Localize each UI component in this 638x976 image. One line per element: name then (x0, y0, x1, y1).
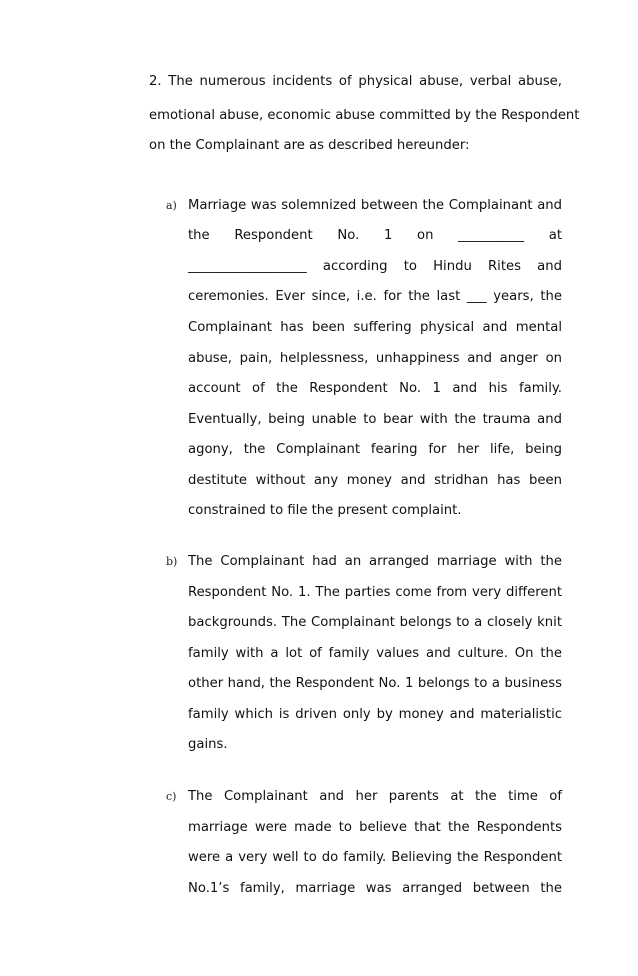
paragraph-line: family which is driven only by money and materialistic (188, 707, 562, 722)
paragraph-line: other hand, the Respondent No. 1 belongs to a business (188, 676, 562, 691)
paragraph-line: account of the Respondent No. 1 and his family. (188, 381, 562, 396)
paragraph-line: were a very well to do family. Believing the Respondent (188, 850, 562, 865)
paragraph-line: Eventually, being unable to bear with the trauma and (188, 412, 562, 427)
paragraph-line: No.1’s family, marriage was arranged between the (188, 881, 562, 896)
paragraph-line: destitute without any money and stridhan has been (188, 473, 562, 488)
intro-line: 2. The numerous incidents of physical abuse, verbal abuse, (149, 74, 562, 89)
intro-line: emotional abuse, economic abuse committed by the Respondent (149, 108, 580, 123)
paragraph-line: ceremonies. Ever since, i.e. for the last ___ years, the (188, 289, 562, 304)
paragraph-line: family with a lot of family values and culture. On the (188, 646, 562, 661)
paragraph-line: The Complainant had an arranged marriage with the (188, 554, 562, 569)
paragraph-line: abuse, pain, helplessness, unhappiness and anger on (188, 351, 562, 366)
paragraph-line: The Complainant and her parents at the time of (188, 789, 562, 804)
paragraph-line: backgrounds. The Complainant belongs to a closely knit (188, 615, 562, 630)
paragraph-line: marriage were made to believe that the Respondents (188, 820, 562, 835)
list-marker: c) (166, 790, 177, 803)
list-marker: b) (166, 555, 178, 568)
paragraph-line: Respondent No. 1. The parties come from very different (188, 585, 562, 600)
paragraph-line: the Respondent No. 1 on __________ at (188, 228, 562, 243)
paragraph-line: Complainant has been suffering physical and mental (188, 320, 562, 335)
paragraph-line: constrained to file the present complaint. (188, 503, 462, 518)
paragraph-line: Marriage was solemnized between the Complainant and (188, 198, 562, 213)
paragraph-line: __________________ according to Hindu Rites and (188, 259, 562, 274)
intro-line: on the Complainant are as described hereunder: (149, 138, 470, 153)
paragraph-line: gains. (188, 737, 228, 752)
list-marker: a) (166, 199, 177, 212)
paragraph-line: agony, the Complainant fearing for her life, being (188, 442, 562, 457)
